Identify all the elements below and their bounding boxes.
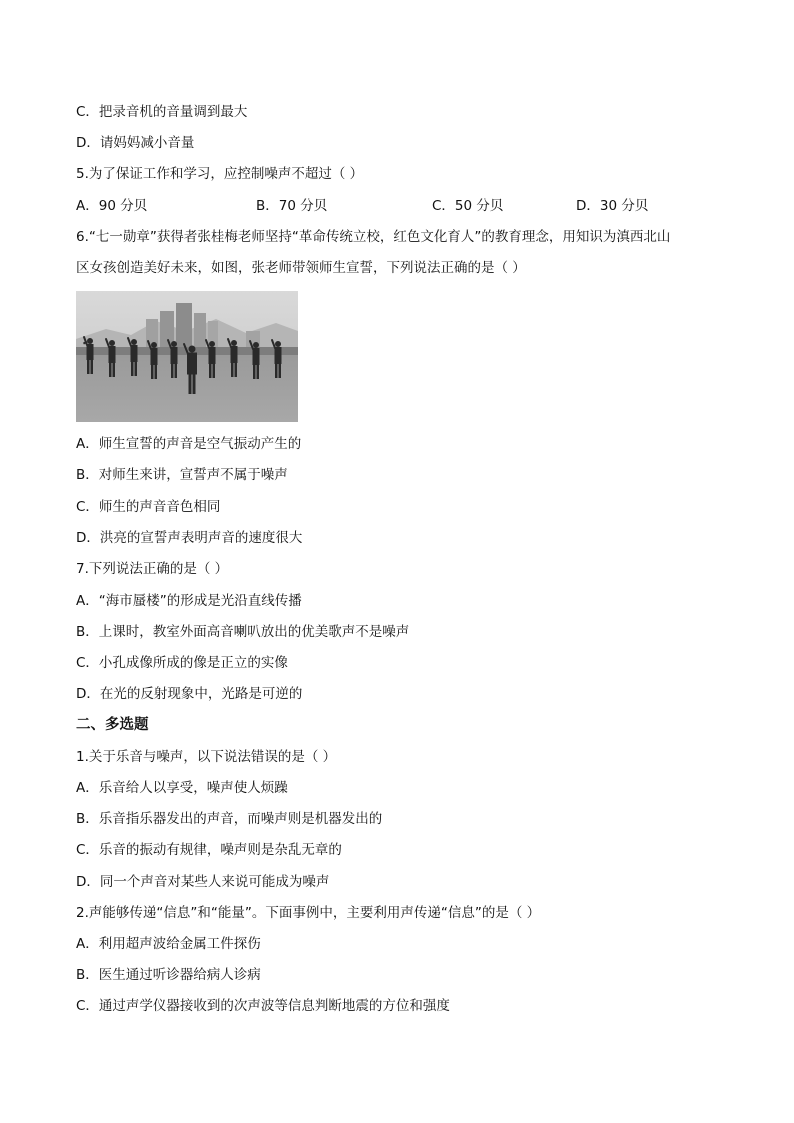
q5-options [76,196,716,216]
section-heading-multiple-choice: 二、多选题 [76,717,149,733]
q5-option-c: C．50 分贝 [432,198,504,214]
q7-option-d: D．在光的反射现象中，光路是可逆的 [76,686,303,702]
q7-option-b: B．上课时，教室外面高音喇叭放出的优美歌声不是噪声 [76,624,410,640]
m1-option-d: D．同一个声音对某些人来说可能成为噪声 [76,874,330,890]
q6-option-b: B．对师生来讲，宣誓声不属于噪声 [76,467,288,483]
q5-option-a: A．90 分贝 [76,198,148,214]
q7-option-a: A．“海市蜃楼”的形成是光沿直线传播 [76,593,302,609]
m2-option-b: B．医生通过听诊器给病人诊病 [76,967,261,983]
m1-stem: 1.关于乐音与噪声，以下说法错误的是（ ） [76,749,337,765]
m1-option-c: C．乐音的振动有规律，噪声则是杂乱无章的 [76,842,342,858]
m2-stem: 2.声能够传递“信息”和“能量”。下面事例中，主要利用声传递“信息”的是（ ） [76,905,541,921]
m1-option-b: B．乐音指乐器发出的声音，而噪声则是机器发出的 [76,811,383,827]
q4-option-d: D．请妈妈减小音量 [76,135,195,151]
q5-stem: 5.为了保证工作和学习，应控制噪声不超过（ ） [76,166,364,182]
oath-photo [76,291,298,422]
q6-option-c: C．师生的声音音色相同 [76,499,221,515]
q6-option-a: A．师生宣誓的声音是空气振动产生的 [76,436,302,452]
m2-option-a: A．利用超声波给金属工件探伤 [76,936,261,952]
q5-option-b: B．70 分贝 [256,198,328,214]
q6-stem-line1: 6.“七一勋章”获得者张桂梅老师坚持“革命传统立校，红色文化育人”的教育理念，用知识为滇西北山 [76,229,671,245]
q7-option-c: C．小孔成像所成的像是正立的实像 [76,655,288,671]
q6-option-d: D．洪亮的宣誓声表明声音的速度很大 [76,530,303,546]
m1-option-a: A．乐音给人以享受，噪声使人烦躁 [76,780,288,796]
q6-stem-line2: 区女孩创造美好未来，如图，张老师带领师生宣誓，下列说法正确的是（ ） [76,260,526,276]
q5-option-d: D．30 分贝 [576,198,649,214]
m2-option-c: C．通过声学仪器接收到的次声波等信息判断地震的方位和强度 [76,998,450,1014]
q4-option-c: C．把录音机的音量调到最大 [76,104,248,120]
q7-stem: 7.下列说法正确的是（ ） [76,561,229,577]
